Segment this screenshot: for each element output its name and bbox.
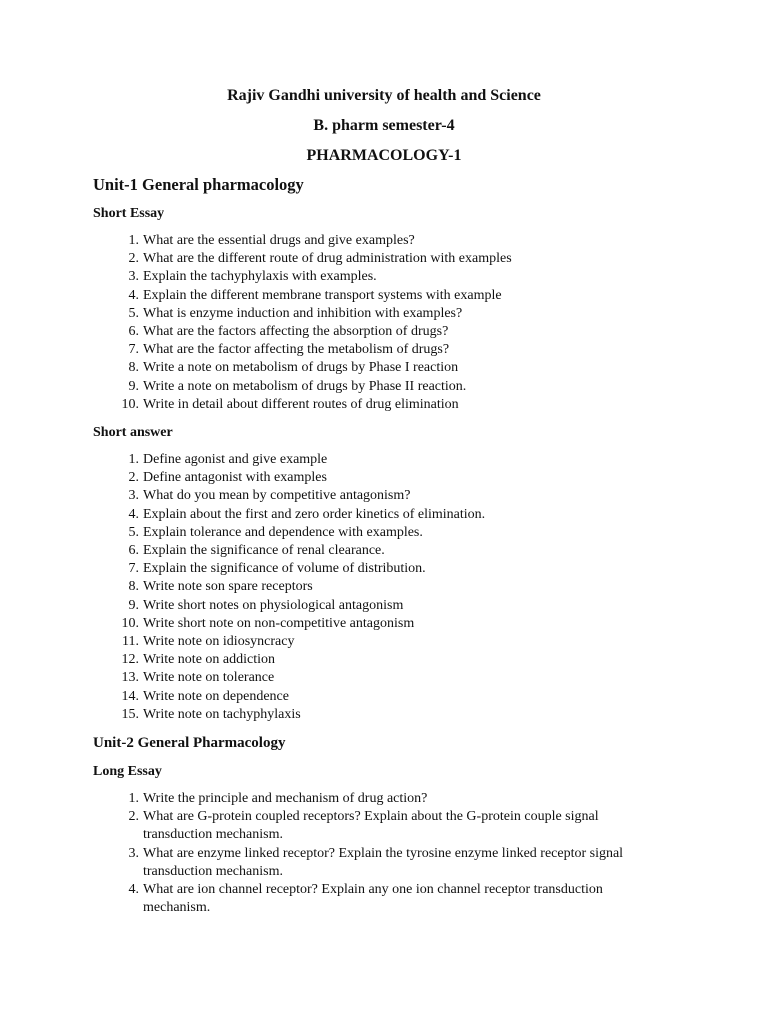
document-title: Rajiv Gandhi university of health and Science: [227, 87, 541, 104]
list-item: [93, 808, 768, 844]
item-number: 1.: [128, 791, 139, 807]
list-item: [93, 578, 768, 596]
item-number: 11.: [122, 634, 139, 650]
item-number: 12.: [121, 652, 139, 668]
short-answer-list: [93, 451, 768, 724]
item-number: 2.: [128, 251, 139, 267]
list-item: [93, 469, 768, 487]
list-item: [93, 615, 768, 633]
item-number: 7.: [128, 342, 139, 358]
list-item: [93, 706, 768, 724]
document-subject: PHARMACOLOGY-1: [306, 147, 462, 164]
item-text: Write note on tolerance: [143, 670, 275, 686]
item-number: 1.: [128, 233, 139, 248]
item-text: What do you mean by competitive antagonism?: [143, 488, 411, 504]
item-text: What are the essential drugs and give examples?: [143, 233, 415, 248]
item-text: Write note on tachyphylaxis: [143, 706, 301, 722]
item-text: Write the principle and mechanism of drug action?: [143, 791, 428, 807]
list-item: [93, 669, 768, 687]
list-item: [93, 250, 768, 268]
item-text: Explain the significance of volume of distribution.: [143, 561, 426, 577]
list-item: [93, 633, 768, 651]
item-number: 4.: [128, 882, 139, 898]
item-text: What are the factors affecting the absorption of drugs?: [143, 324, 449, 340]
item-number: 3.: [128, 488, 139, 504]
item-number: 4.: [128, 506, 139, 522]
item-number: 4.: [128, 287, 139, 303]
item-text: What is enzyme induction and inhibition with examples?: [143, 305, 463, 321]
list-item: [93, 651, 768, 669]
list-item: [93, 524, 768, 542]
item-number: 7.: [128, 561, 139, 577]
list-item: [93, 542, 768, 560]
item-number: 1.: [128, 452, 139, 468]
list-item: [93, 451, 768, 469]
list-item: [93, 268, 768, 286]
item-number: 3.: [128, 845, 139, 861]
list-item: [93, 323, 768, 341]
list-item: [93, 396, 768, 414]
list-item: [93, 790, 768, 808]
item-text: Explain the significance of renal clearance.: [143, 543, 385, 559]
item-text: Write note on idiosyncracy: [143, 634, 295, 650]
list-item: [93, 341, 768, 359]
item-number: 2.: [128, 809, 139, 825]
unit2-heading: Unit-2 General Pharmacology: [93, 735, 286, 752]
item-text: Write note on dependence: [143, 688, 289, 704]
list-item: [93, 305, 768, 323]
item-text: Define antagonist with examples: [143, 470, 327, 486]
item-text: What are ion channel receptor? Explain any one ion channel receptor transduction mechanism.: [143, 882, 603, 916]
document-subtitle: B. pharm semester-4: [313, 117, 455, 134]
item-text: What are G-protein coupled receptors? Explain about the G-protein couple signal transduction mechanism.: [143, 809, 599, 843]
item-text: Explain the different membrane transport systems with example: [143, 287, 502, 303]
item-number: 6.: [128, 324, 139, 340]
item-number: 2.: [128, 470, 139, 486]
item-number: 14.: [121, 688, 139, 704]
list-item: [93, 232, 768, 250]
list-item: [93, 287, 768, 305]
item-number: 5.: [128, 305, 139, 321]
item-number: 10.: [121, 615, 139, 631]
item-text: Write in detail about different routes of drug elimination: [143, 396, 459, 412]
unit1-heading: Unit-1 General pharmacology: [93, 175, 304, 194]
item-number: 15.: [121, 706, 139, 722]
item-number: 6.: [128, 543, 139, 559]
item-text: Write note on addiction: [143, 652, 276, 668]
item-text: Write a note on metabolism of drugs by Phase I reaction: [143, 360, 459, 376]
short-essay-list: [93, 232, 768, 414]
list-item: [93, 597, 768, 615]
list-item: [93, 845, 768, 881]
short-essay-heading: Short Essay: [93, 206, 165, 221]
item-text: Write short note on non-competitive antagonism: [143, 615, 415, 631]
list-item: [93, 378, 768, 396]
short-answer-heading: Short answer: [93, 425, 173, 441]
item-number: 3.: [128, 269, 139, 285]
list-item: [93, 487, 768, 505]
item-text: Explain tolerance and dependence with examples.: [143, 524, 423, 540]
item-number: 9.: [128, 378, 139, 394]
list-item: [93, 560, 768, 578]
item-text: Write short notes on physiological antagonism: [143, 597, 404, 613]
list-item: [93, 881, 768, 917]
item-text: Explain about the first and zero order kinetics of elimination.: [143, 506, 486, 522]
item-number: 5.: [128, 524, 139, 540]
list-item: [93, 506, 768, 524]
item-text: What are the different route of drug administration with examples: [143, 251, 512, 267]
list-item: [93, 688, 768, 706]
item-text: What are enzyme linked receptor? Explain the tyrosine enzyme linked receptor signal transduction mechanism.: [143, 845, 624, 879]
item-number: 8.: [128, 579, 139, 595]
item-number: 13.: [121, 670, 139, 686]
item-number: 9.: [128, 597, 139, 613]
item-text: Explain the tachyphylaxis with examples.: [143, 269, 377, 285]
long-essay-heading: Long Essay: [93, 764, 162, 780]
list-item: [93, 359, 768, 377]
item-number: 10.: [121, 396, 139, 412]
item-text: Write a note on metabolism of drugs by Phase II reaction.: [143, 378, 467, 394]
item-text: Define agonist and give example: [143, 452, 328, 468]
item-text: Write note son spare receptors: [143, 579, 313, 595]
long-essay-list: [93, 790, 768, 917]
item-text: What are the factor affecting the metabolism of drugs?: [143, 342, 450, 358]
item-number: 8.: [128, 360, 139, 376]
